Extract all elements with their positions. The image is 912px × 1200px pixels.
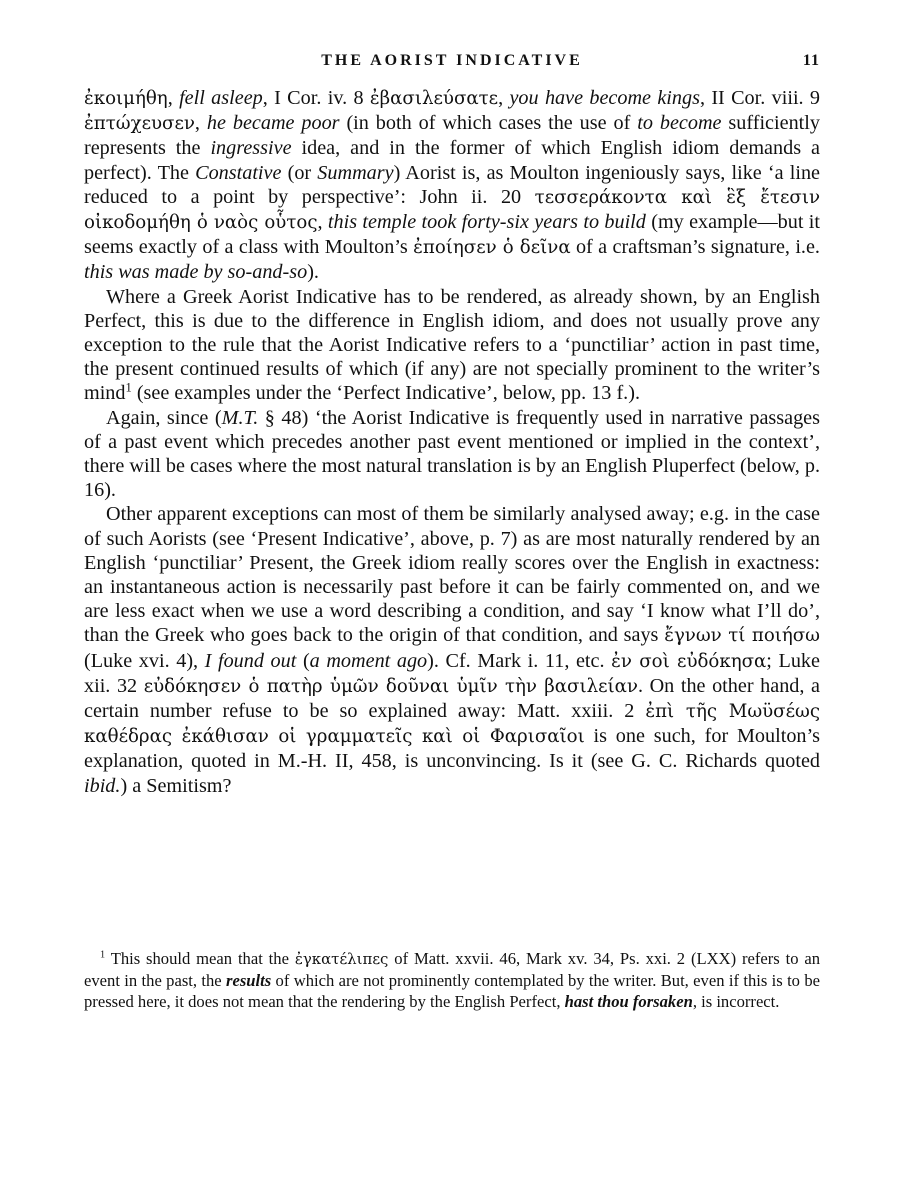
text-run: ).	[307, 261, 319, 284]
text-run: ). Cf. Mark i. 11, etc.	[427, 649, 612, 672]
greek-text: ἔγνων τί ποιήσω	[664, 625, 820, 647]
running-title: THE AORIST INDICATIVE	[321, 52, 583, 69]
text-run: (or	[281, 161, 318, 184]
greek-text: ἐγκατέλιπες	[294, 950, 389, 968]
italic-text: to become	[637, 112, 722, 135]
text-run: ; Luke xii. 32	[84, 649, 820, 697]
text-run: is one such, for Moulton’s explanation, quoted in M.-H. II, 458, is unconvincing. Is it (see G. C. Richards quoted	[84, 725, 820, 773]
text-run: . On the other hand, a certain number refuse to be so explained away: Matt. xxiii. 2	[84, 674, 820, 723]
page-number: 11	[802, 52, 820, 69]
text-run: ,	[194, 112, 207, 135]
text-run: § 48) ‘the Aorist Indicative is frequently used in narrative passages of a past event which precedes another past event mentioned or implied in the context’, there will be cases where the most natural translation is by an English Pluperfect (below, p. 16).	[84, 406, 820, 502]
greek-text: ἐβασιλεύσατε	[369, 88, 499, 109]
paragraph-pluperfect	[84, 406, 820, 503]
greek-text: ἐπὶ τῆς Μωϋσέως καθέδρας ἐκάθισαν οἱ γραμματεῖς καὶ οἱ Φαρισαῖοι	[84, 701, 820, 748]
italic-text: I found out	[204, 649, 297, 672]
italic-text: this was made by so-and-so	[84, 261, 308, 284]
greek-text: ἐκοιμήθη	[84, 88, 168, 109]
text-run: (my example—but it seems exactly of a class with Moulton’s	[84, 211, 821, 259]
italic-text: a moment ago	[309, 649, 428, 672]
text-run: (in both of which cases the use of	[339, 112, 638, 135]
text-run: ) a Semitism?	[120, 774, 232, 797]
footnote-marker: 1	[100, 949, 106, 961]
italic-text: you have become kings	[509, 87, 700, 109]
footnote-1	[84, 948, 820, 1012]
text-run: idea, and in the former of which English idiom demands a perfect). The	[84, 137, 820, 184]
text-run: , I Cor. iv. 8	[262, 87, 370, 109]
italic-text: he became poor	[206, 112, 340, 135]
text-run: , is incorrect.	[692, 992, 780, 1011]
footnotes	[84, 948, 820, 1012]
text-run: of which are not prominently contemplated by the writer. But, even if this is to be pressed here, it does not mean that the rendering by the English Perfect,	[84, 971, 820, 1011]
text-run: , II Cor. viii. 9	[699, 87, 821, 109]
italic-text: this temple took forty-six years to build	[327, 211, 646, 234]
greek-text: ἐποίησεν ὁ δεῖνα	[413, 237, 571, 259]
italic-text: fell asleep	[179, 87, 263, 109]
paragraph-apparent-exceptions	[84, 502, 820, 797]
text-run: of Matt. xxvii. 46, Mark xv. 34, Ps. xxi. 2 (LXX) refers to an event in the past, the	[84, 949, 821, 990]
body-text	[84, 86, 820, 798]
text-run: ) Aorist is, as Moulton ingeniously says, like ‘a line reduced to a point by perspective’: John ii. 20	[84, 161, 820, 208]
italic-text: Summary	[317, 161, 394, 184]
text-run: Where a Greek Aorist Indicative has to be rendered, as already shown, by an English Perfect, this is due to the difference in English idiom, and does not usually prove any exception to the rule that the Aorist Indicative refers to a ‘punctiliar’ action in past time, the present continued results of which (if any) are not specially prominent to the writer’s mind	[84, 285, 820, 405]
emphasis-text: hast thou forsaken	[564, 992, 693, 1011]
text-run: (see examples under the ‘Perfect Indicative’, below, pp. 13 f.).	[131, 382, 640, 405]
text-run: of a craftsman’s signature, i.e.	[570, 236, 820, 259]
text-run: ,	[498, 87, 510, 109]
italic-text: ingressive	[210, 137, 292, 160]
paragraph-english-perfect	[84, 285, 820, 406]
text-run: Other apparent exceptions can most of them be similarly analysed away; e.g. in the case of such Aorists (see ‘Present Indicative’, above, p. 7) as are most naturally rendered by an English ‘punctiliar’ Present, the Greek idiom really scores over the English in exactness: an instantaneous action is necessarily past before it can be fairly commented on, and we are less exact when we use a word describing a condition, and say ‘I know what I’ll do’, than the Greek who goes back to the origin of that condition, and says	[84, 503, 820, 647]
text-run: ,	[317, 211, 328, 234]
text-run: (Luke xvi. 4),	[84, 649, 205, 672]
greek-text: εὐδόκησεν ὁ πατὴρ ὑμῶν δοῦναι ὑμῖν τὴν βασιλείαν	[143, 675, 638, 697]
text-run: sufficiently represents the	[84, 112, 820, 160]
emphasis-text: results	[226, 971, 272, 990]
text-run: (	[296, 649, 310, 672]
running-head	[84, 52, 820, 78]
greek-text: ἐπτώχευσεν	[84, 113, 195, 135]
text-run: This should mean that the	[105, 949, 295, 968]
italic-text: Constative	[195, 161, 282, 184]
greek-text: τεσσεράκοντα καὶ ἓξ ἔτεσιν οἰκοδομήθη ὁ ναὸς οὗτος	[84, 186, 820, 234]
text-run: ,	[167, 87, 180, 109]
greek-text: ἐν σοὶ εὐδόκησα	[611, 650, 767, 672]
paragraph-aorist-examples	[84, 86, 820, 285]
italic-text: M.T.	[221, 406, 259, 429]
text-run: Again, since (	[106, 406, 222, 429]
italic-text: ibid.	[84, 774, 121, 797]
footnote-marker: 1	[125, 380, 132, 395]
